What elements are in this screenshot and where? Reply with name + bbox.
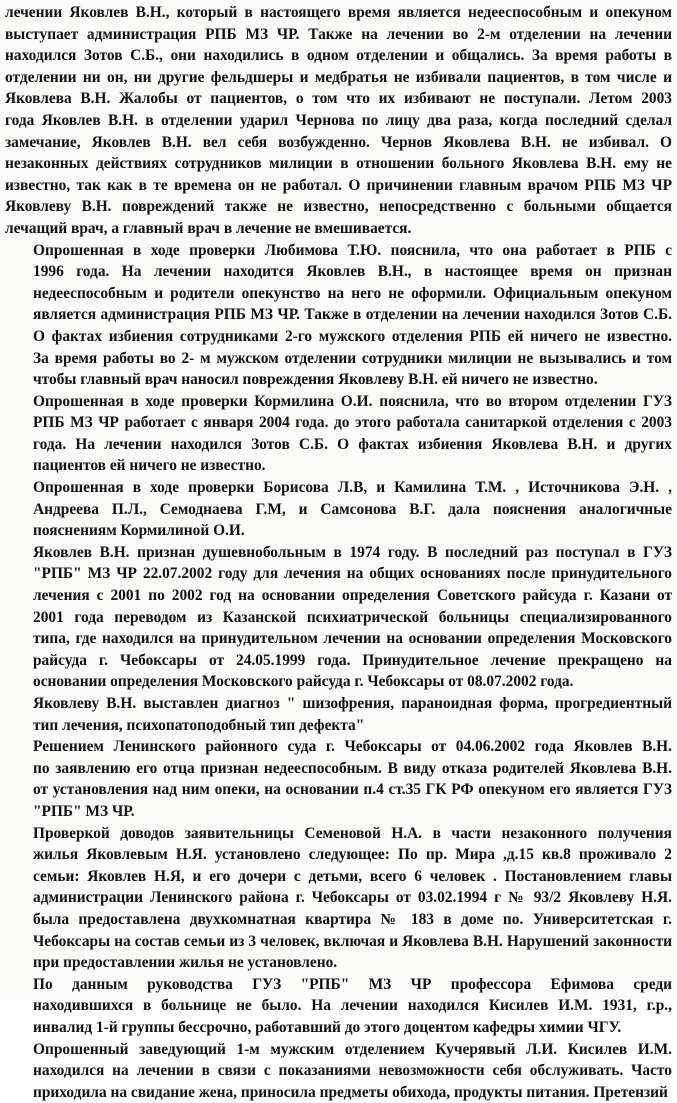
text-line: находился на лечении в связи с показаниями невозможности себя обслуживать. Часто (5, 1060, 672, 1082)
paragraph (5, 240, 672, 391)
text-line: незаконных действиях сотрудников милиции в отношении больного Яковлева В.Н. ему не (5, 153, 672, 175)
text-line: находился Зотов С.Б., они находились в одном отделении и общались. За время работы в (5, 45, 672, 67)
text-line: лечении Яковлев В.Н., который в настоящего время является недееспособным и опекуном (5, 2, 672, 24)
text-line: при предоставлении жилья не установлено. (5, 952, 672, 974)
text-line: Проверкой доводов заявительницы Семеновой Н.А. в части незаконного получения (5, 823, 672, 845)
text-line: года Яковлев В.Н. в отделении ударил Чернова по лицу два раза, когда последний сделал (5, 110, 672, 132)
text-line: Опрошенный заведующий 1-м мужским отделением Кучерявый Л.И. Кисилев И.М. (5, 1039, 672, 1061)
text-line: РПБ МЗ ЧР работает с января 2004 года. до этого работала санитаркой отделения с 2003 (5, 412, 672, 434)
text-line: Опрошенная в ходе проверки Любимова Т.Ю. пояснила, что она работает в РПБ с (5, 240, 672, 262)
text-line: приходила на свидание жена, приносила предметы обихода, продукты питания. Претензий (5, 1082, 672, 1103)
text-line: 2001 года переводом из Казанской психиатрической больницы специализированного (5, 607, 672, 629)
text-line: пациентов ей ничего не известно. (5, 455, 672, 477)
paragraph (5, 823, 672, 974)
text-line: Яковлеву В.Н. повреждений также не известно, непосредственно с больными общается (5, 196, 672, 218)
text-line: "РПБ" МЗ ЧР 22.07.2002 году для лечения на общих основаниях после принудительного (5, 563, 672, 585)
text-line: Яковлев В.Н. признан душевнобольным в 1974 году. В последний раз поступал в ГУЗ (5, 542, 672, 564)
text-line: Яковлеву В.Н. выставлен диагноз " шизофрения, параноидная форма, прогредиентный (5, 693, 672, 715)
text-line: отделении ни он, ни другие фельдшеры и медбратья не избивали пациентов, в том числе и (5, 67, 672, 89)
text-line: 1996 года. На лечении находится Яковлев В.Н., в настоящее время он признан (5, 261, 672, 283)
paragraph (5, 542, 672, 693)
paragraph (5, 736, 672, 822)
text-line: от установления над ним опеки, на основании п.4 ст.35 ГК РФ опекуном его является ГУЗ (5, 779, 672, 801)
text-line: лечения с 2001 по 2002 год на основании определения Советского райсуда г. Казани от (5, 585, 672, 607)
text-line: Решением Ленинского районного суда г. Чебоксары от 04.06.2002 года Яковлев В.Н. (5, 736, 672, 758)
paragraph (5, 974, 672, 1039)
text-line: по заявлению его отца признан недееспособным. В виду отказа родителей Яковлева В.Н. (5, 758, 672, 780)
paragraph (5, 477, 672, 542)
text-line: "РПБ" МЗ ЧР. (5, 801, 672, 823)
text-line: Андреева П.Л., Семоднаева Г.М, и Самсонова В.Г. дала пояснения аналогичные (5, 499, 672, 521)
text-line: выступает администрация РПБ МЗ ЧР. Также на лечении во 2-м отделении на лечении (5, 24, 672, 46)
text-line: райсуда г. Чебоксары от 24.05.1999 года. Принудительное лечение прекращено на (5, 650, 672, 672)
paragraph (5, 2, 672, 240)
text-line: администрации Ленинского района г. Чебоксары от 03.02.1994 г № 93/2 Яковлеву Н.Я. (5, 887, 672, 909)
text-line: чтобы главный врач наносил повреждения Яковлеву В.Н. ей ничего не известно. (5, 369, 672, 391)
paragraph (5, 1039, 672, 1103)
text-line: Чебоксары на состав семьи из 3 человек, включая и Яковлева В.Н. Нарушений законности (5, 931, 672, 953)
text-line: года. На лечении находился Зотов С.Б. О фактах избиения Яковлева В.Н. и других (5, 434, 672, 456)
document-body (5, 2, 672, 1103)
text-line: известно, так как в те времена он не работал. О причинении главным врачом РПБ МЗ ЧР (5, 175, 672, 197)
text-line: тип лечения, психопатоподобный тип дефекта" (5, 715, 672, 737)
paragraph (5, 693, 672, 736)
text-line: По данным руководства ГУЗ "РПБ" МЗ ЧР профессора Ефимова среди (5, 974, 672, 996)
text-line: Опрошенная в ходе проверки Борисова Л.В, и Камилина Т.М. , Источникова Э.Н. , (5, 477, 672, 499)
text-line: лечащий врач, а главный врач в лечение не вмешивается. (5, 218, 672, 240)
text-line: инвалид 1-й группы бессрочно, работавший до этого доцентом кафедры химии ЧГУ. (5, 1017, 672, 1039)
text-line: недееспособным и родители опекунство на него не оформили. Официальным опекуном (5, 283, 672, 305)
text-line: Опрошенная в ходе проверки Кормилина О.И. пояснила, что во втором отделении ГУЗ (5, 391, 672, 413)
text-line: За время работы во 2- м мужском отделении сотрудники милиции не вызывались и том (5, 348, 672, 370)
text-line: семьи: Яковлев Н.Я, и его дочери с детьми, всего 6 человек . Постановлением главы (5, 866, 672, 888)
text-line: типа, где находился на принудительном лечении на основании определения Московского (5, 628, 672, 650)
text-line: замечание, Яковлев В.Н. вел себя возбужденно. Чернов Яковлева В.Н. не избивал. О (5, 132, 672, 154)
text-line: пояснениям Кормилиной О.И. (5, 520, 672, 542)
text-line: Яковлева В.Н. Жалобы от пациентов, о том что их избивают не поступали. Летом 2003 (5, 88, 672, 110)
text-line: основании определения Московского райсуда г. Чебоксары от 08.07.2002 года. (5, 671, 672, 693)
text-line: является администрация РПБ МЗ ЧР. Также в отделении на лечении находился Зотов С.Б. (5, 304, 672, 326)
text-line: жилья Яковлевым Н.Я. установлено следующее: По пр. Мира ,д.15 кв.8 проживало 2 (5, 844, 672, 866)
paragraph (5, 391, 672, 477)
text-line: находившихся в больнице не было. На лечении находился Кисилев И.М. 1931, г.р., (5, 995, 672, 1017)
text-line: О фактах избиения сотрудниками 2-го мужского отделения РПБ ей ничего не известно. (5, 326, 672, 348)
text-line: была предоставлена двухкомнатная квартира № 183 в доме по. Университетская г. (5, 909, 672, 931)
